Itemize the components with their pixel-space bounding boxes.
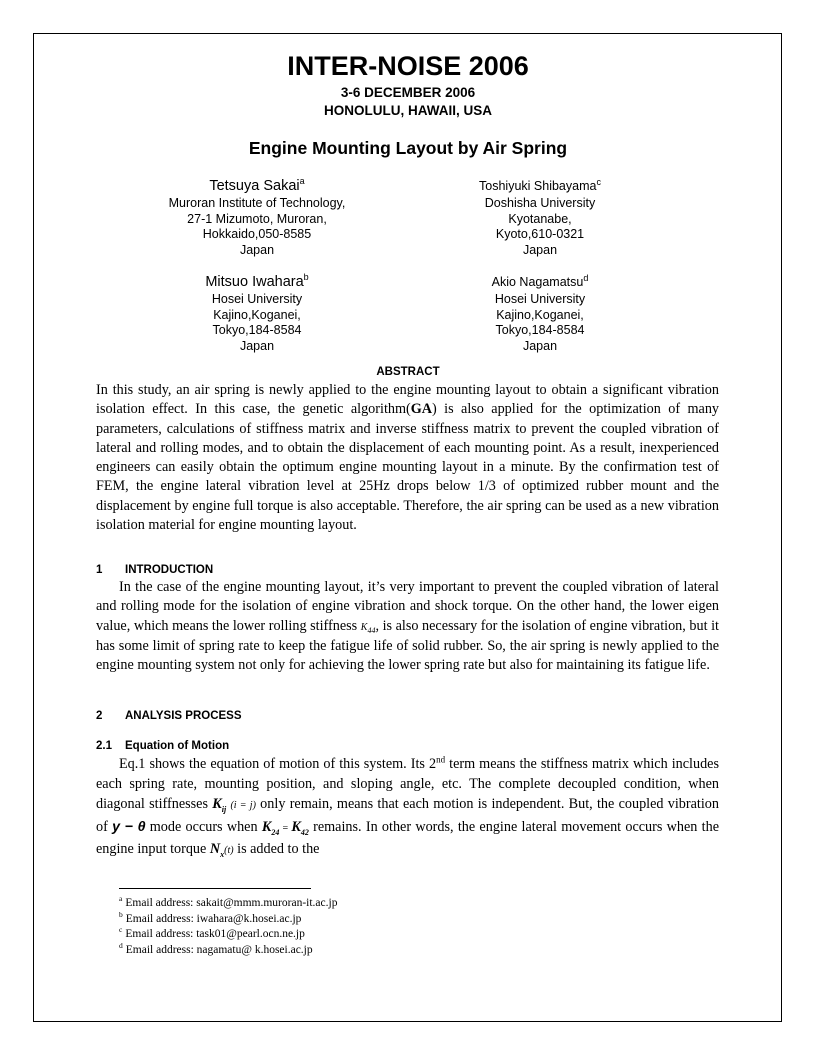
author-country: Japan <box>522 242 558 257</box>
author-block-3 <box>147 272 367 354</box>
author-address: Tokyo,184-8584 <box>495 323 585 337</box>
author-block-4 <box>430 272 650 354</box>
author-country: Japan <box>239 338 275 353</box>
author-address: 27-1 Mizumoto, Muroran, <box>187 211 327 226</box>
introduction-text: In the case of the engine mounting layout, it’s very important to prevent the coupled vibration of lateral and rolling mode for the isolation of engine vibration and shock torque. On the other hand, the lower eigen value, which means the lower rolling stiffness $K_{44}$, is also necessary for the isolation of engine vibration, but it has some limit of spring rate to keep the fatigue life of solid rubber. So, the air spring is newly applied to the engine mounting system not only for achieving the lower spring rate but also for maintaining its fatigue life. <box>96 579 720 674</box>
author-address: Kajino,Koganei, <box>496 307 584 322</box>
abstract-heading: ABSTRACT <box>376 366 440 378</box>
conference-dates: 3-6 DECEMBER 2006 <box>340 85 476 100</box>
author-address: Hokkaido,050-8585 <box>202 227 312 241</box>
author-affiliation: Hosei University <box>211 292 303 306</box>
author-address: Kyotanabe, <box>508 211 572 226</box>
author-address: Kyoto,610-0321 <box>495 227 585 241</box>
k24-symbol: $K_{24}$ <box>261 818 280 837</box>
nx-symbol: $N_x$ <box>209 840 225 859</box>
equation-of-motion-text: Eq.1 shows the equation of motion of this system. Its 2nd term means the stiffness matrix which includes each spring rate, mounting position, and sloping angle, etc. The complete decoupled condition, when diagonal stiffnesses $K_{ij}$ (i = j) only remain, means that each motion is independent. But, the coupled vibration of y − θ mode occurs when $K_{24} = K_{42}$ remains. In other words, the engine lateral movement occurs when the engine input torque $N_x(t)$ is added to the <box>96 754 720 859</box>
ga-acronym: GA <box>410 401 433 418</box>
conference-name: INTER-NOISE 2006 <box>287 51 529 81</box>
author-address: Tokyo,184-8584 <box>212 323 302 337</box>
author-affiliation: Hosei University <box>494 292 586 306</box>
section-heading-analysis: 2 ANALYSIS PROCESS <box>96 710 242 722</box>
footnote-d: $^d$ Email address: nagamatu@ k.hosei.ac.jp <box>119 940 313 956</box>
footnote-a: $^a$ Email address: sakait@mmm.muroran-it.ac.jp <box>119 894 338 909</box>
author-block-1 <box>147 176 367 258</box>
subsection-heading-equation: 2.1 Equation of Motion <box>96 740 230 752</box>
author-name: Tetsuya Sakai$^a$ <box>209 176 305 194</box>
k42-symbol: $K_{42}$ <box>291 818 309 837</box>
section-heading-introduction: 1 INTRODUCTION <box>96 564 214 576</box>
kij-symbol: $K_{ij}$ <box>212 796 227 815</box>
paper-title: Engine Mounting Layout by Air Spring <box>248 138 568 158</box>
conference-location: HONOLULU, HAWAII, USA <box>324 103 492 118</box>
author-affiliation: Doshisha University <box>484 196 596 210</box>
footnote-c: $^c$ Email address: task01@pearl.ocn.ne.jp <box>119 925 305 940</box>
author-name: Toshiyuki Shibayama$^c$ <box>479 176 601 193</box>
abstract-text: In this study, an air spring is newly applied to the engine mounting layout to obtain a significant vibration isolation effect. In this case, the genetic algorithm(GA) is also applied for the optimization of many parameters, calculations of stiffness matrix and inverse stiffness matrix to prevent the coupled vibration of lateral and rolling modes, and to obtain the displacement of each mounting point. As a result, inexperienced engineers can easily obtain the optimum engine mounting layout in a minute. By the confirmation test of FEM, the engine lateral vibration level at 25Hz drops below 1/3 of optimized rubber mount and the displacement by engine full torque is also acceptable. Therefore, the air spring can be used as a new vibration isolation material for engine mounting layout. <box>96 382 720 534</box>
mode-symbol: y − θ <box>112 818 146 835</box>
author-address: Kajino,Koganei, <box>213 307 301 322</box>
author-country: Japan <box>239 242 275 257</box>
author-affiliation: Muroran Institute of Technology, <box>168 196 346 210</box>
footnote-b: $^b$ Email address: iwahara@k.hosei.ac.jp <box>119 909 302 925</box>
author-name: Mitsuo Iwahara$^b$ <box>205 272 309 290</box>
k44-symbol: $K_{44}$ <box>360 621 376 635</box>
author-name: Akio Nagamatsu$^d$ <box>491 272 589 289</box>
footnote-rule <box>119 888 311 889</box>
footnotes <box>119 896 337 958</box>
author-country: Japan <box>522 338 558 353</box>
author-block-2 <box>430 176 650 258</box>
